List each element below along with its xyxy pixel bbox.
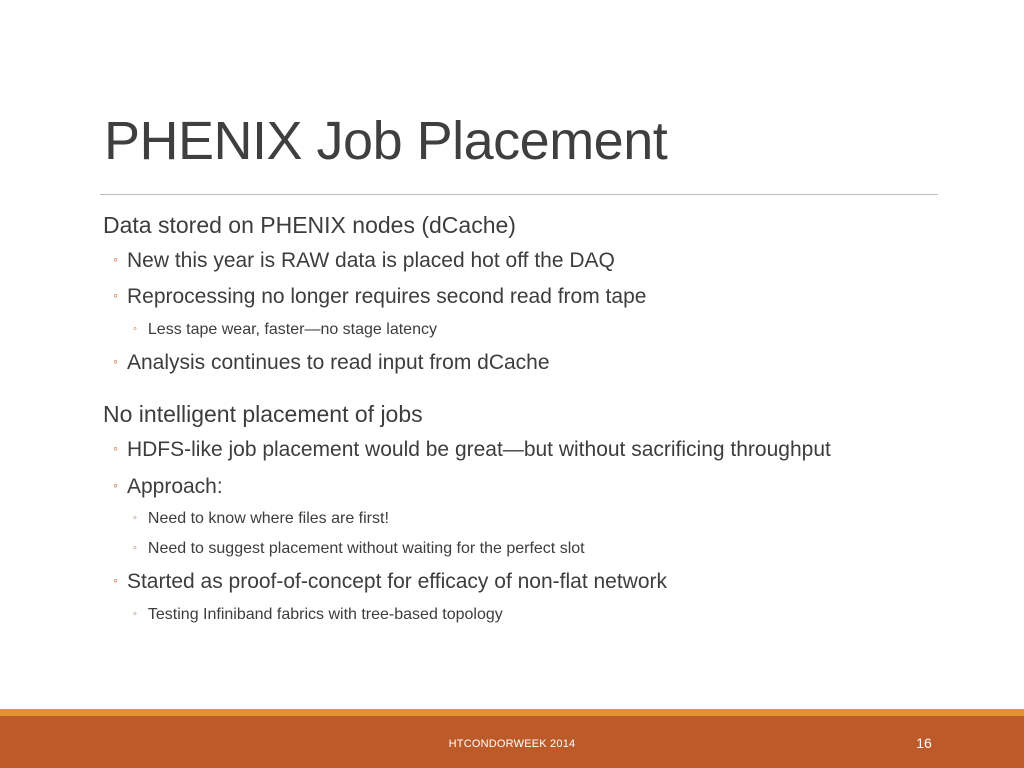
bullet-icon: ◦ <box>113 287 118 303</box>
bullet-item <box>133 606 503 624</box>
bullet-item <box>133 321 437 339</box>
bullet-item <box>113 249 615 273</box>
title-divider <box>100 194 938 195</box>
footer-accent-stripe <box>0 709 1024 716</box>
bullet-icon: ◦ <box>113 353 118 369</box>
bullet-text: Reprocessing no longer requires second read from tape <box>126 285 647 308</box>
bullet-item <box>103 212 516 239</box>
bullet-text: Data stored on PHENIX nodes (dCache) <box>103 212 516 238</box>
bullet-text: Started as proof-of-concept for efficacy of non-flat network <box>126 570 668 593</box>
slide-title: PHENIX Job Placement <box>104 111 668 171</box>
bullet-item <box>133 540 585 558</box>
bullet-item <box>113 438 831 462</box>
bullet-text: HDFS-like job placement would be great—but without sacrificing throughput <box>126 438 831 461</box>
bullet-icon: ◦ <box>113 440 118 456</box>
bullet-text: New this year is RAW data is placed hot off the DAQ <box>126 249 615 272</box>
bullet-icon: ◦ <box>133 512 137 524</box>
bullet-text: Need to know where files are first! <box>147 510 389 527</box>
bullet-icon: ◦ <box>133 323 137 335</box>
bullet-item <box>133 510 389 528</box>
bullet-icon: ◦ <box>113 251 118 267</box>
bullet-item <box>103 401 423 428</box>
bullet-text: Need to suggest placement without waiting for the perfect slot <box>147 540 585 557</box>
bullet-text: Analysis continues to read input from dCache <box>126 351 550 374</box>
bullet-item <box>113 285 646 309</box>
bullet-text: Testing Infiniband fabrics with tree-based topology <box>147 606 503 623</box>
bullet-text: Approach: <box>126 475 223 498</box>
bullet-item <box>113 570 667 594</box>
bullet-item <box>113 475 223 499</box>
bullet-icon: ◦ <box>113 572 118 588</box>
bullet-item <box>113 351 550 375</box>
bullet-icon: ◦ <box>133 542 137 554</box>
bullet-icon: ◦ <box>133 608 137 620</box>
slide-number: 16 <box>916 735 932 751</box>
bullet-icon: ◦ <box>113 477 118 493</box>
bullet-text: No intelligent placement of jobs <box>103 401 423 427</box>
bullet-text: Less tape wear, faster—no stage latency <box>147 321 437 338</box>
footer-event-label: HTCONDORWEEK 2014 <box>448 738 576 750</box>
